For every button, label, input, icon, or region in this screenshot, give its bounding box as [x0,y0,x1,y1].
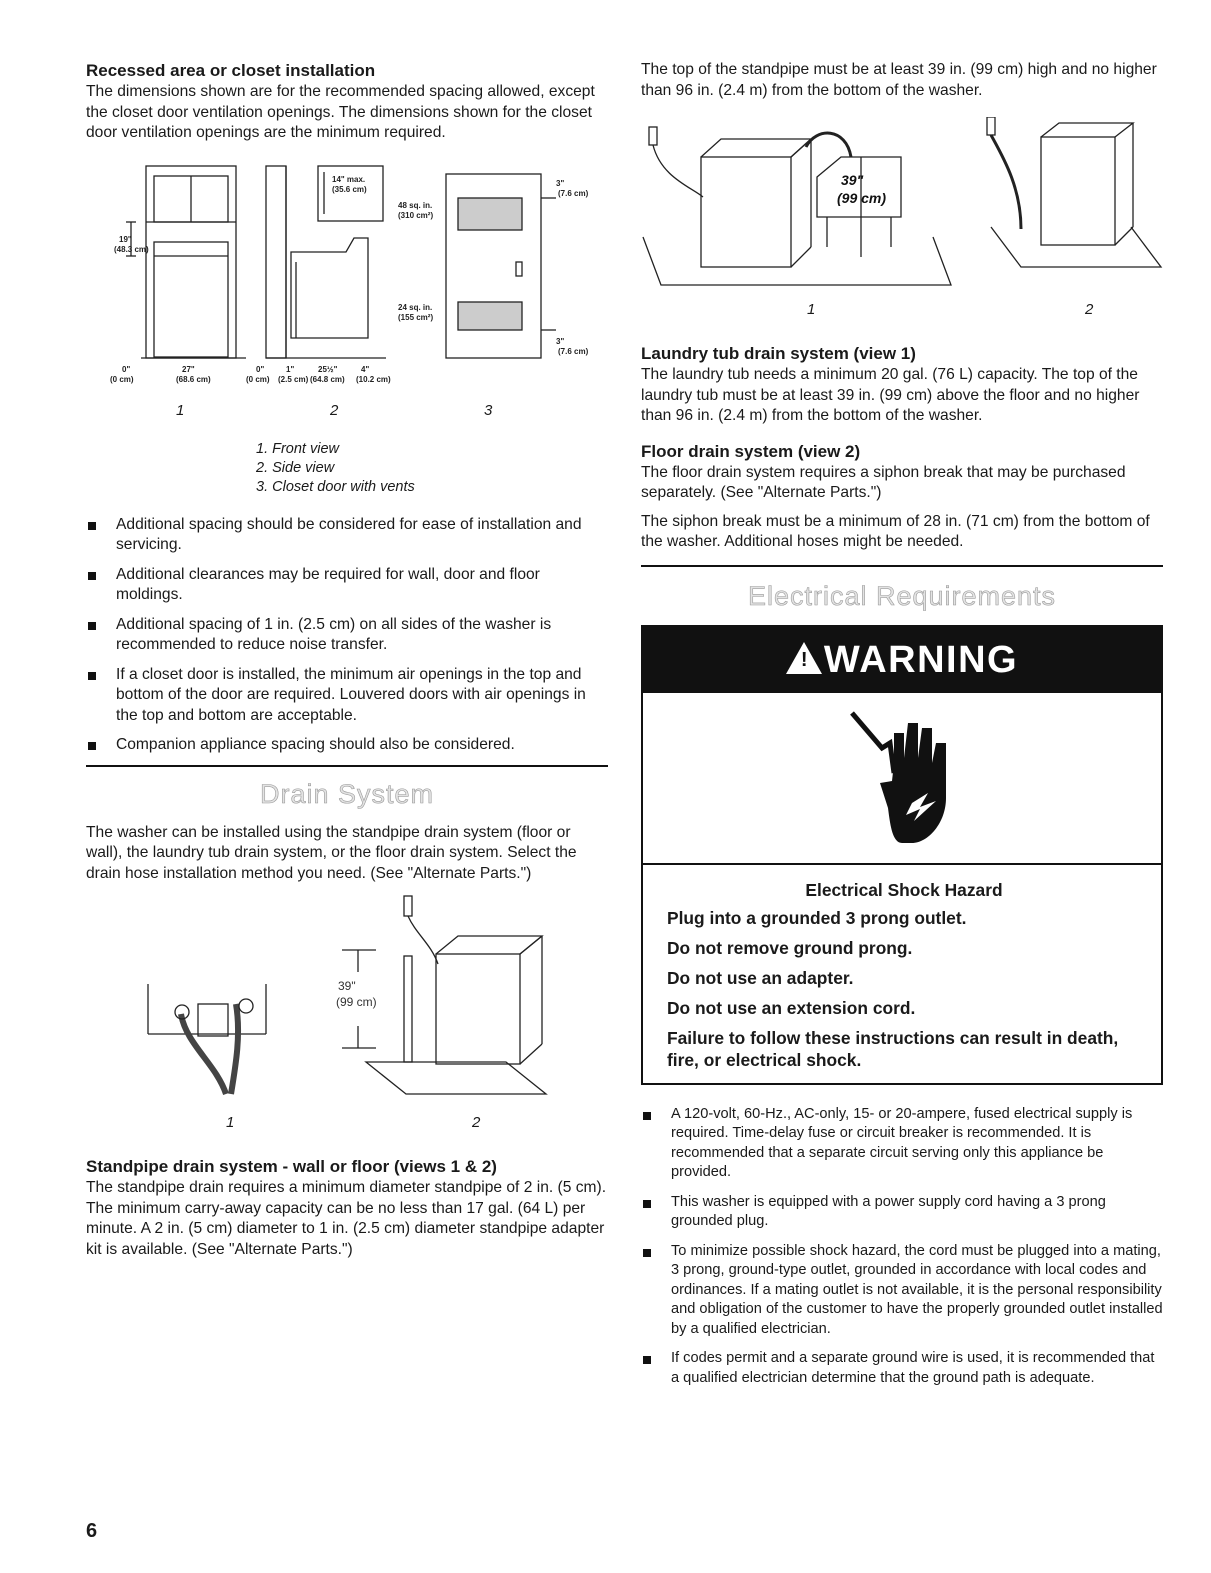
bullet-icon [88,622,96,630]
bullet-icon [643,1200,651,1208]
electrical-requirements-title: Electrical Requirements [747,580,1057,611]
list-item: Companion appliance spacing should also be considered. [86,735,608,756]
dim-24sqin-metric: (155 cm²) [398,312,434,322]
closet-diagram [86,162,608,402]
dim-48sqin-metric: (310 cm²) [398,210,434,220]
shock-hazard-icon [643,693,1161,865]
hazard-title: Electrical Shock Hazard [805,879,1003,900]
dim-3in-bottom: 3" [556,336,565,346]
list-item: A 120-volt, 60-Hz., AC-only, 15- or 20-ampere, fused electrical supply is required. Time-delay fuse or circuit breaker is recommended. It is recommended that a separate circuit serving only this appliance be provided. [641,1105,1163,1183]
caption-side-view: 2. Side view [256,459,335,476]
warning-line: Failure to follow these instructions can result in death, fire, or electrical shock. [667,1027,1119,1070]
standpipe-height-metric: (99 cm) [336,995,377,1009]
tub-height-metric: (99 cm) [837,190,887,206]
dim-14in-metric: (35.6 cm) [332,184,367,194]
closet-captions [86,440,608,497]
dim-0in-a: 0" [122,364,131,374]
left-column [86,60,608,1260]
list-item: If codes permit and a separate ground wire is used, it is recommended that a qualified electrician determine that the ground path is adequate. [641,1349,1163,1388]
dim-4in-metric: (10.2 cm) [356,374,391,384]
dim-48sqin: 48 sq. in. [398,200,433,210]
floor-drain-heading: Floor drain system (view 2) [641,441,861,461]
tub-num-2: 2 [1085,301,1094,318]
dim-0cm-b: (0 cm) [246,374,270,384]
dim-0in-b: 0" [256,364,265,374]
dim-4in: 4" [361,364,370,374]
dim-3in-top: 3" [556,178,565,188]
dim-25-5in: 25½" [318,364,338,374]
dim-27in-metric: (68.6 cm) [176,374,211,384]
tub-drain-diagram [641,117,1163,313]
dim-24sqin: 24 sq. in. [398,302,433,312]
bullet-icon [88,672,96,680]
tub-num-1: 1 [807,301,816,318]
standpipe-height-intro: The top of the standpipe must be at least 39 in. (99 cm) high and no higher than 96 in. (2.4 m) from the bottom of the washer. [641,61,1157,99]
warning-triangle-icon: ! [786,642,822,674]
warning-line: Do not use an extension cord. [667,997,916,1018]
section-divider [86,765,608,767]
bullet-icon [88,742,96,750]
dim-27in: 27" [182,364,195,374]
bullet-icon [643,1249,651,1257]
dim-25-5in-metric: (64.8 cm) [310,374,345,384]
list-item: If a closet door is installed, the minimum air openings in the top and bottom of the door are required. Louvered doors with air openings in the top and bottom are acceptable. [86,665,608,727]
list-item: Additional clearances may be required for wall, door and floor moldings. [86,565,608,606]
warning-line: Do not remove ground prong. [667,937,913,958]
drain-system-title: Drain System [259,778,435,809]
standpipe-height-label: 39" [338,979,356,993]
dim-14in-max: 14" max. [332,174,366,184]
right-column [641,60,1163,1398]
dim-3in-top-metric: (7.6 cm) [558,188,589,198]
dim-3in-bottom-metric: (7.6 cm) [558,346,589,356]
floor-drain-text-1: The floor drain system requires a siphon break that may be purchased separately. (See "Alternate Parts.") [641,463,1126,501]
section-divider [641,565,1163,567]
caption-closet-door: 3. Closet door with vents [256,478,415,495]
list-item: Additional spacing of 1 in. (2.5 cm) on all sides of the washer is recommended to reduce noise transfer. [86,615,608,656]
spacing-bullets [86,515,608,756]
recessed-text: The dimensions shown are for the recommended spacing allowed, except the closet door ventilation openings. The dimensions shown for the closet door ventilation openings are the minimum required. [86,83,595,141]
warning-box [641,625,1163,1085]
fig-num-1: 1 [176,401,185,419]
standpipe-num-2: 2 [472,1114,481,1131]
closet-figure [86,162,608,402]
bullet-icon [643,1112,651,1120]
dim-19in-metric: (48.3 cm) [114,244,149,254]
bullet-icon [643,1356,651,1364]
bullet-icon [88,572,96,580]
warning-line: Do not use an adapter. [667,967,854,988]
recessed-heading: Recessed area or closet installation [86,61,376,80]
floor-drain-text-2: The siphon break must be a minimum of 28 in. (71 cm) from the bottom of the washer. Additional hoses might be needed. [641,512,1150,550]
fig-num-2: 2 [330,401,339,419]
list-item: To minimize possible shock hazard, the cord must be plugged into a mating, 3 prong, ground-type outlet, grounded in accordance with local codes and ordinances. If a mating outlet is not available, it is the personal responsibility and obligation of the customer to have the properly grounded outlet installed by a qualified electrician. [641,1242,1163,1340]
caption-front-view: 1. Front view [256,440,339,457]
warning-header: ! WARNING [643,627,1161,693]
electrical-bullets [641,1105,1163,1389]
tub-height-label: 39" [841,172,864,188]
standpipe-num-1: 1 [226,1114,235,1131]
standpipe-text: The standpipe drain requires a minimum diameter standpipe of 2 in. (5 cm). The minimum carry-away capacity can be no less than 17 gal. (64 L) per minute. A 2 in. (5 cm) diameter to 1 in. (2.5 cm) diameter standpipe adapter kit is available. (See "Alternate Parts.") [86,1179,607,1258]
drain-text: The washer can be installed using the standpipe drain system (floor or wall), the laundry tub drain system, or the floor drain system. Select the drain hose installation method you need. (See "Alternate Parts.") [86,823,577,882]
tub-heading: Laundry tub drain system (view 1) [641,344,916,363]
list-item: Additional spacing should be considered for ease of installation and servicing. [86,515,608,556]
list-item: This washer is equipped with a power supply cord having a 3 prong grounded plug. [641,1193,1163,1232]
standpipe-heading: Standpipe drain system - wall or floor (views 1 & 2) [86,1157,497,1176]
dim-1in: 1" [286,364,295,374]
dim-19in: 19" [119,234,132,244]
standpipe-diagram [86,894,608,1124]
dim-1in-metric: (2.5 cm) [278,374,309,384]
warning-line: Plug into a grounded 3 prong outlet. [667,907,967,928]
dim-0cm-a: (0 cm) [110,374,134,384]
bullet-icon [88,522,96,530]
tub-drain-figure [641,117,1163,313]
tub-text: The laundry tub needs a minimum 20 gal. (76 L) capacity. The top of the laundry tub must be at least 39 in. (99 cm) above the floor and no higher than 96 in. (2.4 m) from the bottom of the washer. [641,366,1140,424]
standpipe-figure [86,894,608,1124]
fig-num-3: 3 [484,401,493,419]
page-number: 6 [86,1520,98,1542]
